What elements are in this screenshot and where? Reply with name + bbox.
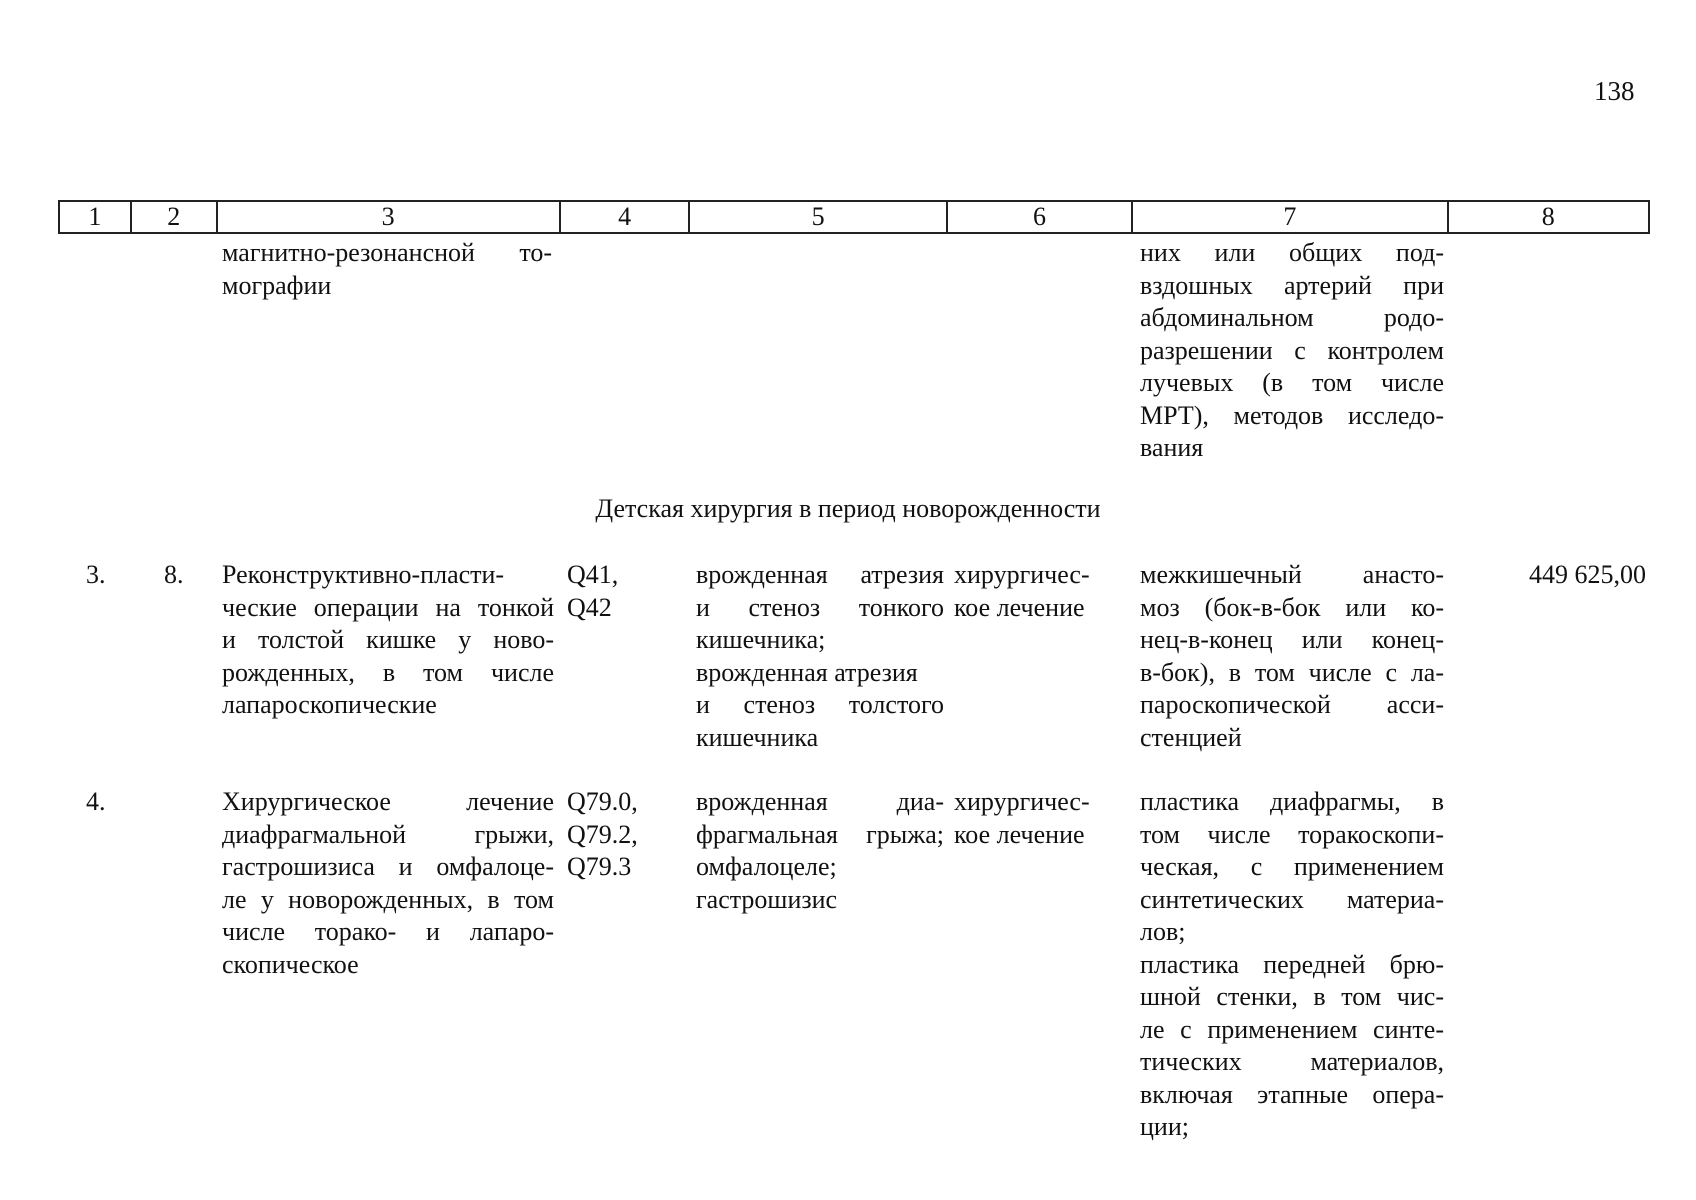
header-cell-2: 2: [132, 202, 218, 232]
header-cell-3: 3: [218, 202, 561, 232]
text-line: Q79.3: [567, 852, 632, 881]
header-cell-4: 4: [561, 202, 691, 232]
row-3-col3: [222, 559, 554, 722]
text-line: ции;: [1140, 1112, 1189, 1141]
text-line: Хирургическое лечение: [222, 787, 554, 816]
text-line: кое лечение: [954, 819, 1085, 849]
continuation-col7: [1140, 237, 1444, 465]
text-line: омфалоцеле;: [696, 852, 837, 881]
text-line: ческая, с применением: [1140, 852, 1444, 881]
text-line: фрагмальная грыжа;: [696, 819, 944, 849]
text-line: магнитно-резонансной то-: [222, 238, 552, 267]
text-line: разрешении с контролем: [1140, 335, 1444, 365]
text-line: вздошных артерий при: [1140, 270, 1444, 300]
text-line: рожденных, в том числе: [222, 657, 554, 687]
row-subnumber: 8.: [164, 560, 184, 589]
text-line: них или общих под-: [1140, 238, 1444, 267]
row-number: 3.: [86, 560, 106, 589]
text-line: ческие операции на тонкой: [222, 592, 554, 622]
text-line: кое лечение: [954, 592, 1085, 622]
text-line: тических материалов,: [1140, 1047, 1444, 1076]
continuation-col3: [222, 237, 552, 302]
text-line: кишечника;: [696, 625, 826, 654]
header-cell-6: 6: [948, 202, 1134, 232]
text-line: МРТ), методов исследо-: [1140, 400, 1444, 430]
text-line: стенцией: [1140, 722, 1242, 752]
row-4-col5: [696, 786, 944, 916]
text-line: моз (бок-в-бок или ко-: [1140, 592, 1444, 622]
text-line: Q42: [567, 592, 612, 622]
text-line: в-бок), в том числе с ла-: [1140, 657, 1444, 687]
text-line: лапароскопические: [222, 690, 437, 719]
text-line: врожденная атрезия: [696, 657, 918, 687]
text-line: Реконструктивно-пласти-: [222, 560, 505, 589]
text-line: Q79.2,: [567, 819, 638, 849]
text-line: межкишечный анасто-: [1140, 560, 1444, 589]
header-cell-5: 5: [690, 202, 947, 232]
text-line: гастрошизиса и омфалоце-: [222, 852, 554, 881]
text-line: ле с применением синте-: [1140, 1014, 1444, 1044]
header-cell-1: 1: [60, 202, 132, 232]
text-line: Q79.0,: [567, 787, 638, 816]
text-line: хирургичес-: [954, 787, 1090, 816]
text-line: лов;: [1140, 917, 1186, 946]
text-line: шной стенки, в том чис-: [1140, 982, 1444, 1011]
text-line: пароскопической асси-: [1140, 690, 1444, 719]
row-4-col4: [567, 786, 657, 884]
text-line: и толстой кишке у ново-: [222, 625, 554, 654]
text-line: лучевых (в том числе: [1140, 368, 1444, 397]
text-line: хирургичес-: [954, 560, 1090, 589]
text-line: том числе торакоскопи-: [1140, 819, 1444, 849]
text-line: мографии: [222, 270, 332, 300]
text-line: и стеноз тонкого: [696, 592, 944, 622]
section-title: Детская хирургия в период новорожденности: [595, 494, 1101, 523]
row-3-col7: [1140, 559, 1444, 754]
header-cell-7: 7: [1133, 202, 1448, 232]
text-line: пластика передней брю-: [1140, 949, 1444, 979]
text-line: врожденная атрезия: [696, 560, 944, 589]
row-3-col4: [567, 559, 657, 624]
text-line: диафрагмальной грыжи,: [222, 819, 554, 849]
text-line: и стеноз толстого: [696, 690, 944, 719]
text-line: пластика диафрагмы, в: [1140, 787, 1444, 816]
price-value: 449 625,00: [1529, 560, 1646, 589]
text-line: гастрошизис: [696, 884, 838, 914]
page-number: 138: [1594, 76, 1635, 106]
row-4-col3: [222, 786, 554, 981]
text-line: нец-в-конец или конец-: [1140, 625, 1444, 654]
text-line: врожденная диа-: [696, 787, 944, 816]
header-cell-8: 8: [1541, 202, 1555, 231]
text-line: кишечника: [696, 722, 819, 752]
text-line: числе торако- и лапаро-: [222, 917, 554, 946]
row-number: 4.: [86, 787, 106, 816]
text-line: скопическое: [222, 949, 359, 979]
text-line: абдоминальном родо-: [1140, 303, 1444, 332]
table-header-row: [58, 200, 1650, 234]
text-line: синтетических материа-: [1140, 884, 1444, 914]
row-4-col6: [954, 786, 1134, 851]
text-line: включая этапные опера-: [1140, 1079, 1444, 1109]
text-line: Q41,: [567, 560, 619, 589]
row-4-col7: [1140, 786, 1444, 1144]
row-3-col5: [696, 559, 944, 754]
row-3-col6: [954, 559, 1134, 624]
text-line: ле у новорожденных, в том: [222, 884, 554, 914]
text-line: вания: [1140, 433, 1204, 462]
